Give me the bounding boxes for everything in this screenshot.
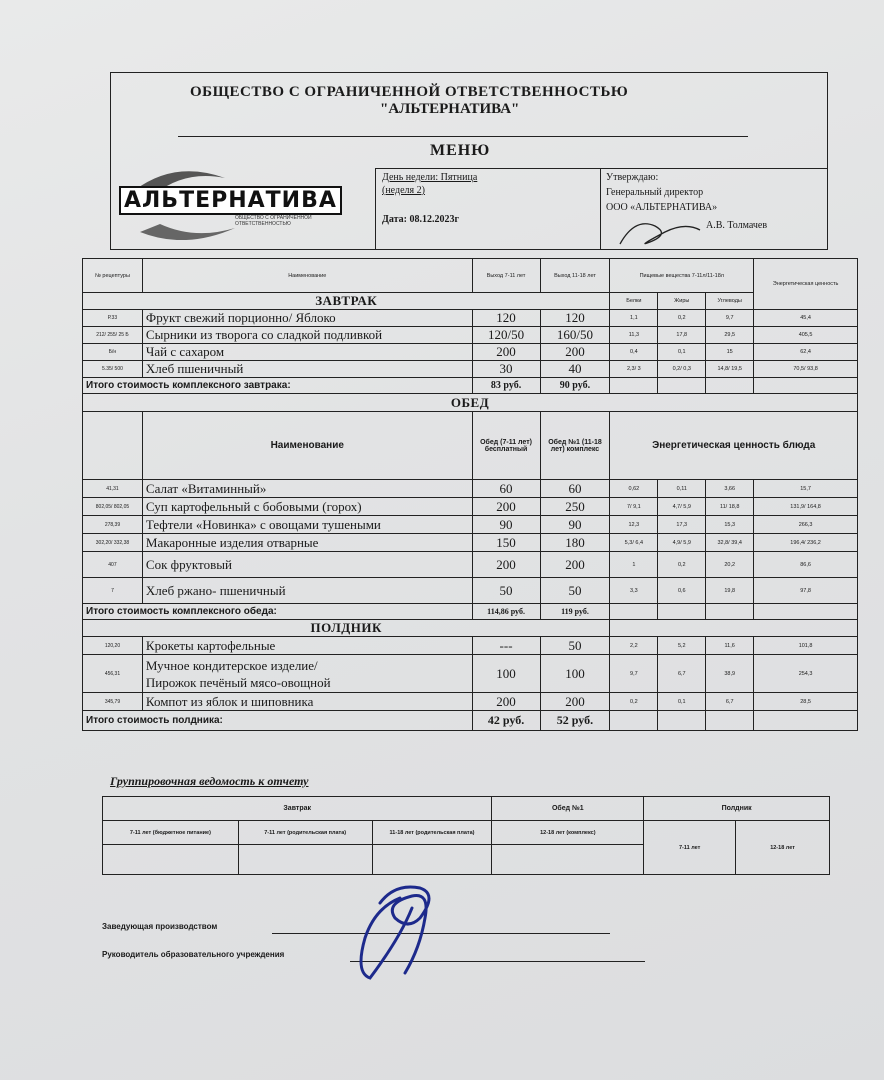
row-code: Р.33 <box>83 310 143 327</box>
lunch-title: ОБЕД <box>83 394 858 412</box>
row-carb: 14,8/ 19,5 <box>706 361 754 378</box>
row-out1: 50 <box>472 578 540 604</box>
row-name-line-1: Мучное кондитерское изделие/ <box>145 657 318 673</box>
row-out2: 60 <box>540 480 610 498</box>
row-name-line-2: Пирожок печёный мясо-овощной <box>145 674 331 690</box>
row-prot: 0,62 <box>610 480 658 498</box>
row-code: 5.35/ 500 <box>83 361 143 378</box>
table-row <box>83 361 858 378</box>
head-fat: Жиры <box>658 293 706 310</box>
snack-price-2: 52 руб. <box>540 711 610 731</box>
row-out2: 200 <box>540 693 610 711</box>
lunch-head-col1: Обед (7-11 лет) бесплатный <box>472 412 540 480</box>
row-code: 41,31 <box>83 480 143 498</box>
snack-title: ПОЛДНИК <box>83 620 610 637</box>
group-title: Группировочная ведомость к отчету <box>110 774 309 788</box>
head-name: Наименование <box>142 259 472 293</box>
table-row <box>83 344 858 361</box>
table-row <box>83 534 858 552</box>
row-out2: 50 <box>540 637 610 655</box>
divider <box>600 168 601 250</box>
row-prot: 0,2 <box>610 693 658 711</box>
head-energy: Энергетическая ценность <box>754 259 858 310</box>
row-prot: 1 <box>610 552 658 578</box>
org-line-1: ОБЩЕСТВО С ОГРАНИЧЕННОЙ ОТВЕТСТВЕННОСТЬЮ <box>190 84 629 100</box>
row-name <box>142 655 472 693</box>
sign-head-prod: Заведующая производством <box>102 922 218 931</box>
breakfast-price-2: 90 руб. <box>540 378 610 394</box>
row-energy: 28,5 <box>754 693 858 711</box>
row-out2: 90 <box>540 516 610 534</box>
row-out1: 200 <box>472 552 540 578</box>
row-out1: 120 <box>472 310 540 327</box>
row-fat: 5,2 <box>658 637 706 655</box>
logo-text: АЛЬТЕРНАТИВА <box>119 186 342 215</box>
row-name: Макаронные изделия отварные <box>142 534 472 552</box>
row-carb: 20,2 <box>706 552 754 578</box>
row-carb: 15 <box>706 344 754 361</box>
menu-title: МЕНЮ <box>430 142 491 159</box>
row-carb: 29,5 <box>706 327 754 344</box>
row-energy: 254,3 <box>754 655 858 693</box>
row-code: 802,05/ 802,05 <box>83 498 143 516</box>
row-carb: 11,6 <box>706 637 754 655</box>
menu-table <box>82 258 858 731</box>
group-b1: 7-11 лет (бюджетное питание) <box>103 821 239 845</box>
row-code: 456,31 <box>83 655 143 693</box>
row-energy: 131,9/ 164,8 <box>754 498 858 516</box>
row-energy: 15,7 <box>754 480 858 498</box>
row-energy: 70,5/ 93,8 <box>754 361 858 378</box>
head-out1: Выход 7-11 лет <box>472 259 540 293</box>
group-l1: 12-18 лет (комплекс) <box>492 821 644 845</box>
row-name: Хлеб пшеничный <box>142 361 472 378</box>
row-fat: 0,6 <box>658 578 706 604</box>
sign-head-school: Руководитель образовательного учреждения <box>102 950 285 959</box>
row-prot: 7/ 9,1 <box>610 498 658 516</box>
blue-signature <box>350 878 460 988</box>
lunch-price-1: 114,86 руб. <box>472 604 540 620</box>
row-fat: 0,2/ 0,3 <box>658 361 706 378</box>
row-fat: 4,9/ 5,9 <box>658 534 706 552</box>
row-out2: 100 <box>540 655 610 693</box>
row-prot: 9,7 <box>610 655 658 693</box>
row-fat: 0,2 <box>658 310 706 327</box>
row-name: Суп картофельный с бобовыми (горох) <box>142 498 472 516</box>
table-row <box>83 498 858 516</box>
row-fat: 4,7/ 5,9 <box>658 498 706 516</box>
table-row <box>83 655 858 693</box>
table-row <box>83 310 858 327</box>
row-name: Тефтели «Новинка» с овощами тушеными <box>142 516 472 534</box>
row-out1: 200 <box>472 693 540 711</box>
row-energy: 405,5 <box>754 327 858 344</box>
row-out1: 60 <box>472 480 540 498</box>
row-carb: 11/ 18,8 <box>706 498 754 516</box>
day-label: День недели: Пятница <box>382 172 478 183</box>
row-out2: 250 <box>540 498 610 516</box>
row-carb: 15,3 <box>706 516 754 534</box>
row-prot: 11,3 <box>610 327 658 344</box>
row-prot: 0,4 <box>610 344 658 361</box>
divider <box>178 136 748 137</box>
row-code: 278,39 <box>83 516 143 534</box>
row-carb: 38,9 <box>706 655 754 693</box>
row-energy: 45,4 <box>754 310 858 327</box>
lunch-head-name: Наименование <box>142 412 472 480</box>
row-prot: 2,3/ 3 <box>610 361 658 378</box>
group-cell <box>372 845 492 875</box>
group-s2: 12-18 лет <box>736 821 830 875</box>
row-fat: 6,7 <box>658 655 706 693</box>
group-table <box>102 796 830 875</box>
table-row <box>83 327 858 344</box>
row-out2: 200 <box>540 552 610 578</box>
row-out1: 90 <box>472 516 540 534</box>
table-row <box>83 480 858 498</box>
row-out1: 200 <box>472 498 540 516</box>
row-energy: 97,8 <box>754 578 858 604</box>
week-label: (неделя 2) <box>382 185 425 196</box>
row-prot: 2,2 <box>610 637 658 655</box>
head-nutr: Пищевые вещества 7-11л/11-18л <box>610 259 754 293</box>
head-num: № рецептуры <box>83 259 143 293</box>
row-prot: 12,3 <box>610 516 658 534</box>
row-out2: 120 <box>540 310 610 327</box>
table-row <box>83 578 858 604</box>
row-out2: 160/50 <box>540 327 610 344</box>
row-fat: 0,2 <box>658 552 706 578</box>
lunch-head-energy: Энергетическая ценность блюда <box>610 412 858 480</box>
group-cell <box>238 845 372 875</box>
logo-sub: ОБЩЕСТВО С ОГРАНИЧЕННОЙ ОТВЕТСТВЕННОСТЬЮ <box>235 215 312 227</box>
row-name: Сырники из творога со сладкой подливкой <box>142 327 472 344</box>
row-energy: 62,4 <box>754 344 858 361</box>
row-code: 212/ 255/ 25 Б <box>83 327 143 344</box>
table-row <box>83 693 858 711</box>
lunch-total-label: Итого стоимость комплексного обеда: <box>83 604 473 620</box>
row-name: Компот из яблок и шиповника <box>142 693 472 711</box>
row-name: Крокеты картофельные <box>142 637 472 655</box>
row-fat: 0,1 <box>658 693 706 711</box>
row-out1: 30 <box>472 361 540 378</box>
divider <box>375 168 828 169</box>
snack-total-label: Итого стоимость полдника: <box>83 711 473 731</box>
row-code: 7 <box>83 578 143 604</box>
row-energy: 101,8 <box>754 637 858 655</box>
row-carb: 9,7 <box>706 310 754 327</box>
group-cell <box>103 845 239 875</box>
row-out1: 100 <box>472 655 540 693</box>
row-prot: 5,3/ 6,4 <box>610 534 658 552</box>
row-code: 120,20 <box>83 637 143 655</box>
row-carb: 19,8 <box>706 578 754 604</box>
breakfast-price-1: 83 руб. <box>472 378 540 394</box>
table-row <box>83 516 858 534</box>
row-code: 302,20/ 332,38 <box>83 534 143 552</box>
row-code: 345,79 <box>83 693 143 711</box>
approve-4: А.В. Толмачев <box>706 220 768 231</box>
row-name: Хлеб ржано- пшеничный <box>142 578 472 604</box>
director-signature <box>615 212 705 252</box>
row-out1: 120/50 <box>472 327 540 344</box>
table-row <box>83 552 858 578</box>
row-out1: 200 <box>472 344 540 361</box>
group-breakfast: Завтрак <box>103 797 492 821</box>
row-energy: 86,6 <box>754 552 858 578</box>
group-lunch: Обед №1 <box>492 797 644 821</box>
row-carb: 3,66 <box>706 480 754 498</box>
lunch-head-col2: Обед №1 (11-18 лет) комплекс <box>540 412 610 480</box>
date-label: Дата: 08.12.2023г <box>382 214 460 225</box>
table-row <box>83 637 858 655</box>
row-out1: 150 <box>472 534 540 552</box>
org-line-2: "АЛЬТЕРНАТИВА" <box>380 101 520 117</box>
row-name: Фрукт свежий порционно/ Яблоко <box>142 310 472 327</box>
group-cell <box>492 845 644 875</box>
approve-2: Генеральный директор <box>606 187 704 198</box>
row-out2: 50 <box>540 578 610 604</box>
group-snack: Полдник <box>644 797 830 821</box>
row-name: Чай с сахаром <box>142 344 472 361</box>
row-out2: 180 <box>540 534 610 552</box>
divider <box>375 168 376 250</box>
breakfast-title: ЗАВТРАК <box>83 293 610 310</box>
row-name: Сок фруктовый <box>142 552 472 578</box>
row-prot: 1,1 <box>610 310 658 327</box>
group-s1: 7-11 лет <box>644 821 736 875</box>
row-name: Салат «Витаминный» <box>142 480 472 498</box>
row-out1: --- <box>472 637 540 655</box>
head-out2: Выход 11-18 лет <box>540 259 610 293</box>
row-carb: 32,8/ 39,4 <box>706 534 754 552</box>
row-fat: 0,11 <box>658 480 706 498</box>
approve-3: ООО «АЛЬТЕРНАТИВА» <box>606 202 718 213</box>
row-energy: 266,3 <box>754 516 858 534</box>
lunch-price-2: 119 руб. <box>540 604 610 620</box>
group-b2: 7-11 лет (родительская плата) <box>238 821 372 845</box>
head-carb: Углеводы <box>706 293 754 310</box>
row-out2: 200 <box>540 344 610 361</box>
breakfast-total-label: Итого стоимость комплексного завтрака: <box>83 378 473 394</box>
head-prot: Белки <box>610 293 658 310</box>
row-fat: 17,3 <box>658 516 706 534</box>
row-fat: 0,1 <box>658 344 706 361</box>
row-energy: 196,4/ 236,2 <box>754 534 858 552</box>
row-out2: 40 <box>540 361 610 378</box>
approve-1: Утверждаю: <box>606 172 659 183</box>
row-code: Б/н <box>83 344 143 361</box>
logo <box>115 160 355 240</box>
group-b3: 11-18 лет (родительская плата) <box>372 821 492 845</box>
snack-price-1: 42 руб. <box>472 711 540 731</box>
row-code: 407 <box>83 552 143 578</box>
row-prot: 3,3 <box>610 578 658 604</box>
row-carb: 6,7 <box>706 693 754 711</box>
row-fat: 17,8 <box>658 327 706 344</box>
